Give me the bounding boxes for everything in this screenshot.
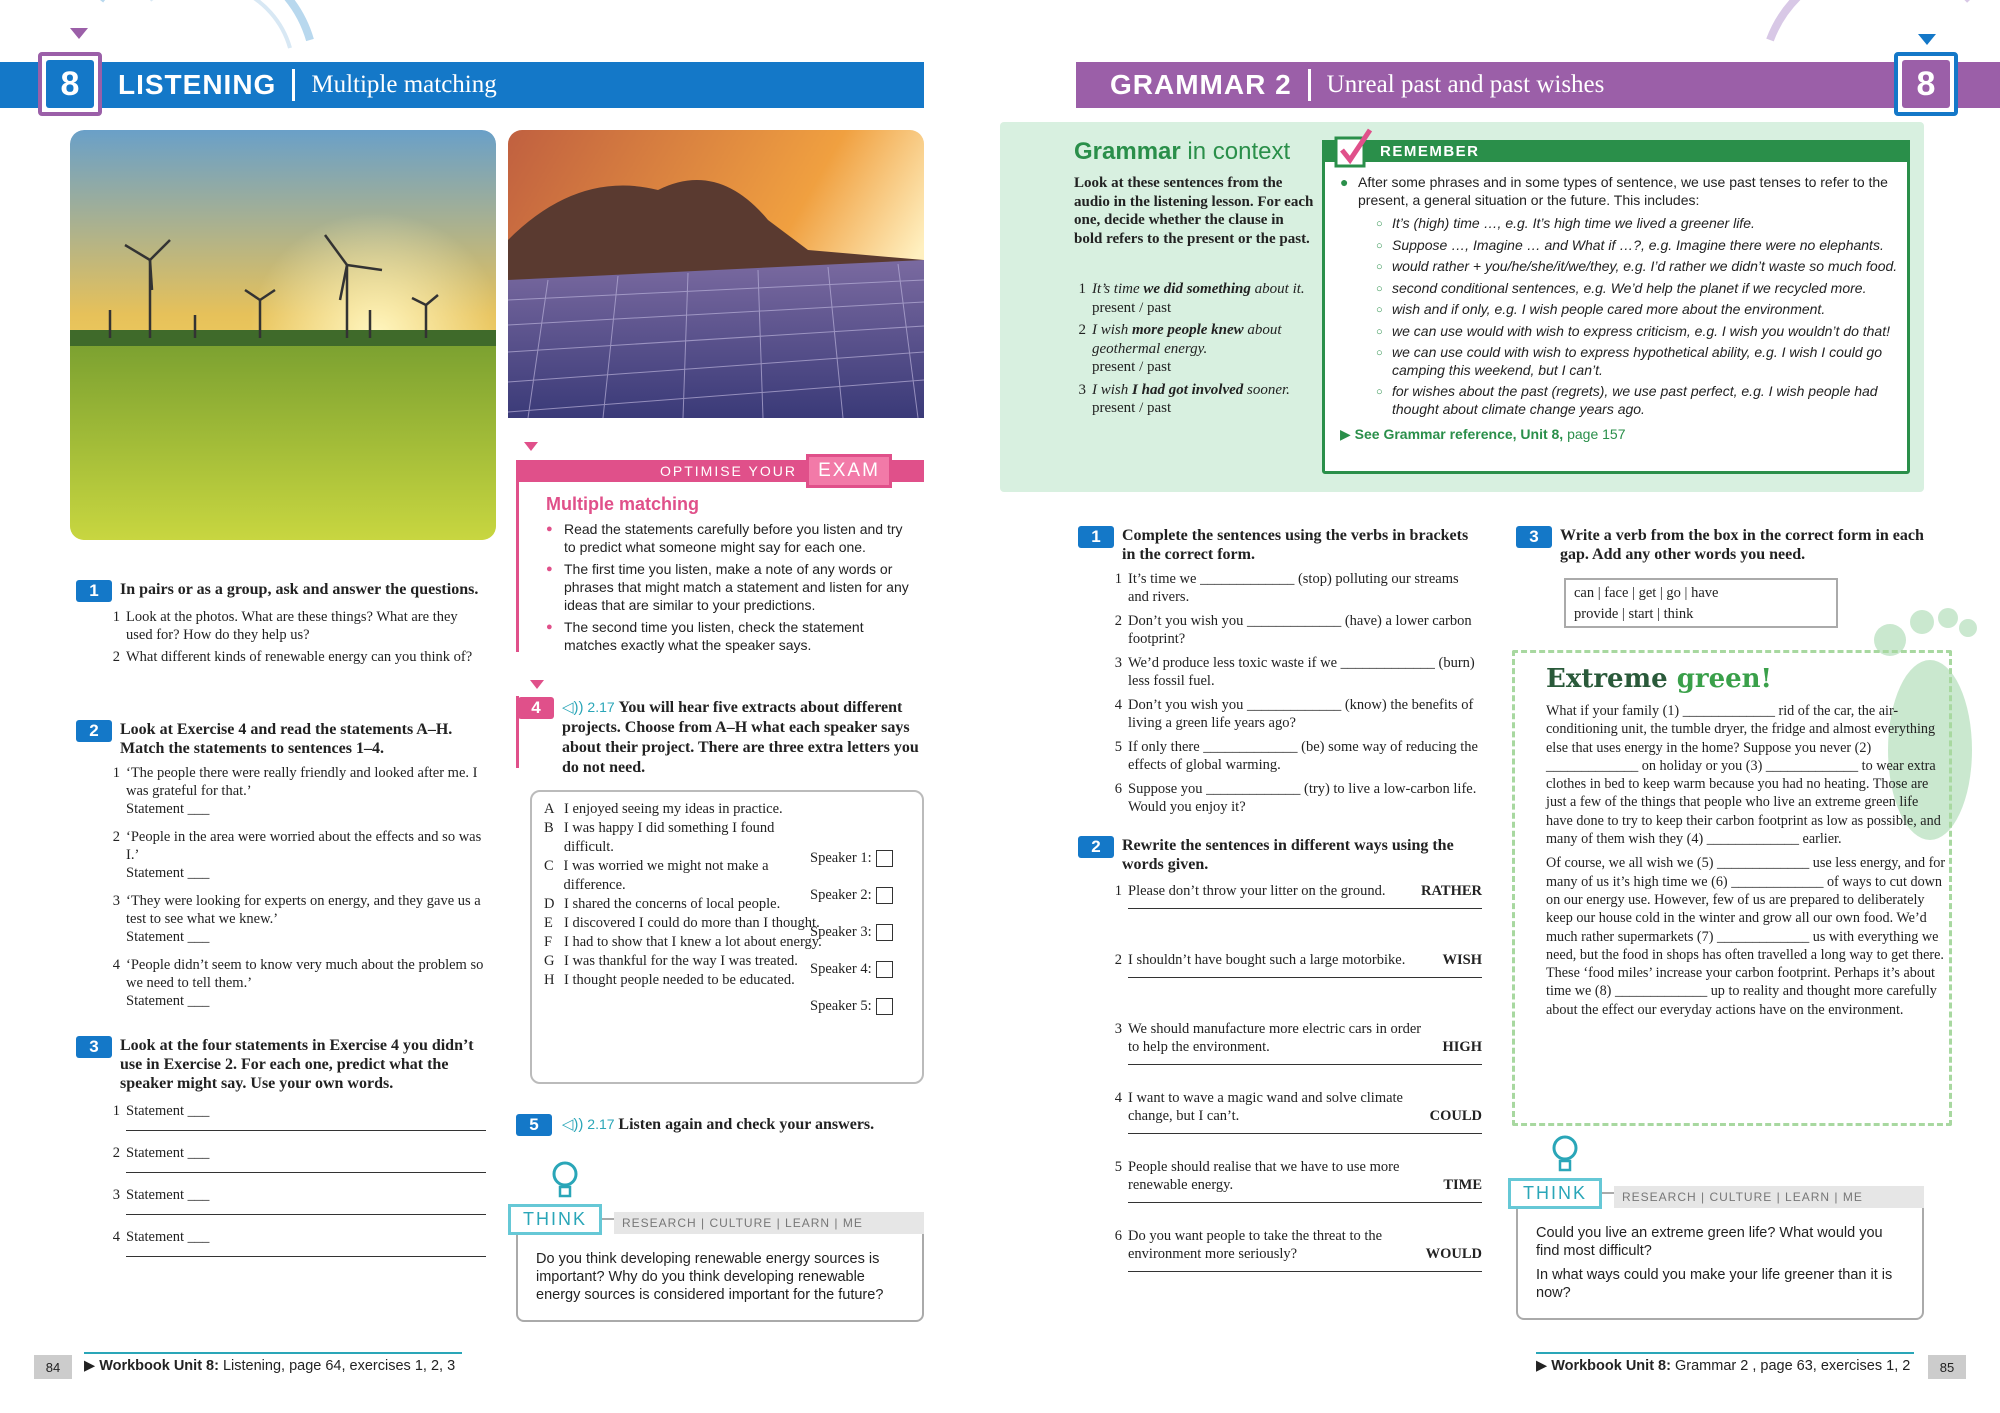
article-text: [1546, 702, 1946, 1019]
gap-sentence[interactable]: If only there _____________ (be) some way of reducing the effects of global warming.: [1128, 739, 1478, 773]
choice[interactable]: present / past: [1092, 359, 1172, 375]
footer-rule: [1536, 1352, 1914, 1354]
gap-sentence[interactable]: It’s time we _____________ (stop) polluting our streams and rivers.: [1128, 571, 1459, 605]
statement: I had to show that I knew a lot about energy.: [564, 934, 822, 950]
optimise-rule: [516, 482, 519, 652]
grammar-exercise-3: [1516, 526, 1926, 564]
statement-blank[interactable]: Statement ___: [126, 1229, 210, 1245]
divider: [292, 69, 295, 101]
marker-triangle: [524, 442, 538, 451]
rule: ○ wish and if only, e.g. I wish people cared more about the environment.: [1376, 301, 1900, 319]
statement: I was happy I did something I found difficult.: [563, 820, 775, 855]
section-title: LISTENING: [118, 69, 277, 100]
exercise-number: 2: [76, 720, 112, 742]
page-number: 85: [1928, 1355, 1966, 1379]
gap-sentence[interactable]: Don’t you wish you _____________ (have) a lower carbon footprint?: [1128, 613, 1472, 647]
rule: ○ we can use would with wish to express criticism, e.g. I wish you wouldn’t do that!: [1376, 323, 1900, 341]
footer-rule: [84, 1352, 462, 1354]
think-categories: RESEARCH | CULTURE | LEARN | ME: [1614, 1186, 1924, 1208]
keyword: RATHER: [1421, 883, 1482, 899]
gic-title: Grammar in context: [1074, 138, 1291, 165]
rule: ○ second conditional sentences, e.g. We’d help the planet if we recycled more.: [1376, 280, 1900, 298]
wind-turbines-photo: [70, 130, 496, 540]
word-box: [1564, 578, 1838, 628]
lightbulb-icon: [1548, 1134, 1582, 1174]
section-subtitle: Unreal past and past wishes: [1326, 71, 1605, 98]
corner-decoration: [90, 0, 320, 50]
answer-line[interactable]: [126, 1205, 486, 1215]
exercise-number: 1: [1078, 526, 1114, 548]
remember-title: REMEMBER: [1380, 143, 1480, 160]
rule: ○ It’s (high) time …, e.g. It’s high time we lived a greener life.: [1376, 215, 1900, 233]
speaker-checkbox[interactable]: [876, 887, 893, 904]
gic-intro: Look at these sentences from the audio in the listening lesson. For each one, decide whether the clause in bold refers to the present or the past.: [1074, 175, 1314, 247]
article-title: Extreme green!: [1546, 664, 1772, 694]
exercise-number: 4: [518, 697, 554, 719]
workbook-reference: ▶ Workbook Unit 8: Listening, page 64, exercises 1, 2, 3: [84, 1358, 456, 1374]
choice[interactable]: present / past: [1092, 299, 1172, 316]
keyword: WISH: [1442, 952, 1482, 968]
exercise-instruction: Look at the four statements in Exercise 4 you didn’t use in Exercise 2. For each one, predict what the speaker might say. Use your own words.: [120, 1037, 474, 1092]
speaker-checkbox[interactable]: [876, 998, 893, 1015]
section-title: GRAMMAR 2: [1110, 69, 1292, 100]
exercise-instruction: You will hear five extracts about different projects. Choose from A–H what each speaker says about their project. There are three extra letters you do not need.: [562, 699, 919, 776]
rule: ○ for wishes about the past (regrets), we use past perfect, e.g. I wish people had thought about climate change years ago.: [1376, 383, 1900, 418]
think-question: Could you live an extreme green life? What would you find most difficult?: [1536, 1225, 1883, 1259]
quote: ‘People didn’t seem to know very much about the problem so we need to tell them.’: [126, 957, 484, 991]
statement: I was thankful for the way I was treated.: [564, 953, 798, 969]
statement-blank[interactable]: Statement ___: [126, 865, 210, 881]
answer-line[interactable]: [1128, 1202, 1482, 1203]
statement: I discovered I could do more than I thought.: [564, 915, 820, 931]
exercise-number: 3: [1516, 526, 1552, 548]
exercise-number: 5: [516, 1114, 552, 1136]
divider: [1308, 69, 1311, 101]
listening-header: [0, 62, 924, 108]
exercise-2: 2 Look at Exercise 4 and read the statements A–H. Match the statements to sentences 1–4. 1 ‘The people there were really friendly and looked after me. I was grateful for that.’ Statement ___ 2 ‘People in the area were worried about the effects and so was I.’ Statement ___ 3 ‘They were looking for experts on energy, and they gave us a test to see what we knew.’ Statement ___ 4 ‘People didn’t seem to know very much about the problem so we need to tell them.’ Statement ___: [76, 720, 486, 1010]
exam-badge: EXAM: [806, 454, 892, 488]
exercise-instruction: Write a verb from the box in the correct form in each gap. Add any other words you need.: [1560, 527, 1924, 563]
statement-blank[interactable]: Statement ___: [126, 1103, 210, 1119]
exercise-4: [518, 697, 924, 778]
word-box-row: can | face | get | go | have: [1574, 585, 1719, 601]
unit-number-badge: 8: [38, 52, 102, 116]
exercise-instruction: Complete the sentences using the verbs in brackets in the correct form.: [1122, 527, 1469, 563]
statement: I was worried we might not make a difference.: [563, 858, 769, 893]
exercise-5: [516, 1114, 924, 1136]
speaker-checkbox[interactable]: [876, 924, 893, 941]
quote: ‘They were looking for experts on energy, and they gave us a test to see what we knew.’: [126, 893, 481, 927]
think-question: Do you think developing renewable energy sources is important? Why do you think developing renewable energy sources is considered important for the future?: [536, 1251, 884, 1303]
exercise-instruction: Listen again and check your answers.: [618, 1116, 875, 1133]
optimise-label: OPTIMISE YOUR: [660, 463, 797, 479]
rule: ○ we can use could with wish to express hypothetical ability, e.g. I wish I could go camping this weekend, but I can’t.: [1376, 344, 1900, 379]
grammar-reference-link[interactable]: ▶ See Grammar reference, Unit 8, page 157: [1340, 426, 1626, 442]
exercise-1: 1 In pairs or as a group, ask and answer the questions. 1 Look at the photos. What are these things? What are they used for? How do they help us? 2 What different kinds of renewable energy can you think of?: [76, 580, 486, 666]
gic-sentences: 1 It’s time we did something about it. present / past 2 I wish more people knew about geothermal energy. present / past 3 I wish I had got involved sooner. present / past: [1074, 276, 1314, 418]
audio-track: 2.17: [587, 1116, 615, 1132]
statement-blank[interactable]: Statement ___: [126, 1187, 210, 1203]
speaker-checkboxes: Speaker 1: Speaker 2: Speaker 3: Speaker 4: Speaker 5:: [810, 848, 916, 1033]
quote: ‘The people there were really friendly and looked after me. I was grateful for that.’: [126, 765, 478, 799]
keyword: HIGH: [1442, 1039, 1482, 1055]
workbook-reference: ▶ Workbook Unit 8: Grammar 2 , page 63, exercises 1, 2: [1536, 1358, 1911, 1374]
section-subtitle: Multiple matching: [311, 71, 497, 98]
statement: I enjoyed seeing my ideas in practice.: [564, 801, 783, 817]
marker-triangle: [70, 28, 88, 39]
keyword: TIME: [1443, 1177, 1482, 1193]
question: Look at the photos. What are these things? What are they used for? How do they help us?: [126, 609, 458, 643]
exercise-instruction: Look at Exercise 4 and read the statements A–H. Match the statements to sentences 1–4.: [120, 721, 453, 757]
audio-icon[interactable]: ◁)): [562, 699, 584, 716]
think-question: In what ways could you make your life greener than it is now?: [1536, 1267, 1893, 1301]
tip: ● The second time you listen, check the statement matches exactly what the speaker says.: [564, 618, 916, 654]
think-tab: THINK: [1508, 1178, 1602, 1209]
answer-line[interactable]: [1128, 1133, 1482, 1134]
think-tab: THINK: [508, 1204, 602, 1235]
remember-content: ● After some phrases and in some types of sentence, we use past tenses to refer to the present, a general situation or the future. This includes: ○ It’s (high) time …, e.g. It’s high time we lived a greener life. ○ Suppose …, Imagine … and What if …?, e.g. Imagine there were no elephants. ○ would rather + you/he/she/it/we/they, e.g. I’d rather we didn’t waste so much food. ○ second conditional sentences, e.g. We’d help the planet if we recycled more. ○ wish and if only, e.g. I wish people cared more about the environment. ○ we can use would with wish to express criticism, e.g. I wish you wouldn’t do that! ○ we can use could with wish to express hypothetical ability, e.g. I wish I could go camping this weekend, but I can’t. ○ for wishes about the past (regrets), we use past perfect, e.g. I wish people had thought about climate change years ago. ▶ See Grammar reference, Unit 8, page 157: [1340, 174, 1900, 444]
keyword: WOULD: [1425, 1246, 1482, 1262]
statement: I thought people needed to be educated.: [564, 972, 795, 988]
gap-sentence[interactable]: We’d produce less toxic waste if we _____________ (burn) less fossil fuel.: [1128, 655, 1475, 689]
lightbulb-icon: [548, 1160, 582, 1200]
statement: I shared the concerns of local people.: [564, 896, 781, 912]
answer-line[interactable]: [1128, 1064, 1482, 1065]
think-questions: [1536, 1224, 1908, 1302]
answer-line[interactable]: [1128, 977, 1482, 978]
speaker-checkbox[interactable]: [876, 961, 893, 978]
keyword: COULD: [1429, 1108, 1482, 1124]
answer-line[interactable]: [1128, 1271, 1482, 1272]
answer-line[interactable]: [126, 1247, 486, 1257]
optimise-title: Multiple matching: [546, 494, 699, 514]
audio-track: 2.17: [587, 699, 615, 715]
grammar-header: [1076, 62, 2000, 108]
answer-line[interactable]: [126, 1121, 486, 1131]
think-categories: RESEARCH | CULTURE | LEARN | ME: [614, 1212, 924, 1234]
tip: ● Read the statements carefully before you listen and try to predict what someone might say for each one.: [564, 520, 916, 556]
marker-triangle: [1918, 34, 1936, 45]
rule: ○ would rather + you/he/she/it/we/they, e.g. I’d rather we didn’t waste so much food.: [1376, 258, 1900, 276]
statement-blank[interactable]: Statement ___: [126, 929, 210, 945]
statement-blank[interactable]: Statement ___: [126, 1145, 210, 1161]
article-paragraph[interactable]: Of course, we all wish we (5) _____________ use less energy, and for many of us it’s high time we (6) _____________ of ways to cut down on our energy use. However, few of us are prepared to deliberately keep our house cold in the winter and grow all our own food. We’d much rather supermarkets (7) _____________ us with everything we need, but the food in shops has often travelled a long way to get there. These ‘food miles’ increase your carbon footprint. Perhaps it’s about time we (8) _____________ up to reality and thought more carefully about the effect our everyday actions have on the environment.: [1546, 855, 1946, 1018]
quote: ‘People in the area were worried about the effects and so was I.’: [126, 829, 482, 863]
exercise-instruction: Rewrite the sentences in different ways using the words given.: [1122, 837, 1454, 873]
solar-panels-photo: [508, 130, 924, 418]
answer-line[interactable]: [126, 1163, 486, 1173]
exercise-number: 3: [76, 1036, 112, 1058]
exercise-number: 2: [1078, 836, 1114, 858]
page-number: 84: [34, 1355, 72, 1379]
statement-list: A I enjoyed seeing my ideas in practice. B I was happy I did something I found difficult. C I was worried we might not make a difference. D I shared the concerns of local people. E I discovered I could do more than I thought. F I had to show that I knew a lot about energy. G I was thankful for the way I was treated. H I thought people needed to be educated.: [544, 800, 824, 990]
gap-sentence[interactable]: Suppose you _____________ (try) to live a low-carbon life. Would you enjoy it?: [1128, 781, 1477, 815]
marker-triangle: [530, 680, 544, 689]
tip: ● The first time you listen, make a note of any words or phrases that might match a statement and listen for any ideas that are similar to your predictions.: [564, 560, 916, 614]
article-paragraph[interactable]: What if your family (1) _____________ rid of the car, the air-conditioning unit, the tumble dryer, the fridge and almost everything else that uses energy in the home? Suppose you never (2) _____________ on holiday or you (3) _____________ to wear extra clothes in bed to keep warm because you had no heating. Those are just a few of the things that people who live an extreme green life have done to try to keep their carbon footprint as low as possible, and many of them wish they (4) _____________ earlier.: [1546, 703, 1941, 848]
exercise-instruction: In pairs or as a group, ask and answer the questions.: [120, 581, 479, 598]
answer-line[interactable]: [1128, 908, 1482, 909]
speaker-checkbox[interactable]: [876, 850, 893, 867]
optimise-tips: [564, 520, 916, 654]
corner-decoration: [1760, 0, 1980, 50]
grammar-exercise-2: 2 Rewrite the sentences in different ways using the words given. 1 Please don’t throw your litter on the ground. RATHER 2 I shouldn’t have bought such a large motorbike. WISH 3 We should manufacture more electric cars in order to help the environment. HIGH 4 I want to wave a magic wand and solve climate change, but I can’t. COULD 5 People should realise that we have to use more renewable energy. TIME 6 Do you want people to take the threat to the environment more seriously? WOULD: [1078, 836, 1482, 1292]
exercise-number: 1: [76, 580, 112, 602]
exercise-3: 3 Look at the four statements in Exercise 4 you didn’t use in Exercise 2. For each one, predict what the speaker might say. Use your own words. 1 Statement ___ 2 Statement ___ 3 Statement ___ 4 Statement ___: [76, 1036, 486, 1257]
choice[interactable]: present / past: [1092, 400, 1172, 416]
unit-number-badge: 8: [1894, 52, 1958, 116]
grammar-exercise-1: 1 Complete the sentences using the verbs in brackets in the correct form. 1 It’s time we _____________ (stop) polluting our streams and rivers. 2 Don’t you wish you _____________ (have) a lower carbon footprint? 3 We’d produce less toxic waste if we _____________ (burn) less fossil fuel. 4 Don’t you wish you _____________ (know) the benefits of living a green life years ago? 5 If only there _____________ (be) some way of reducing the effects of global warming. 6 Suppose you _____________ (try) to live a low-carbon life. Would you enjoy it?: [1078, 526, 1478, 816]
statement-blank[interactable]: Statement ___: [126, 993, 210, 1009]
word-box-row: provide | start | think: [1574, 606, 1694, 622]
rule: ○ Suppose …, Imagine … and What if …?, e.g. Imagine there were no elephants.: [1376, 237, 1900, 255]
statement-blank[interactable]: Statement ___: [126, 801, 210, 817]
question: What different kinds of renewable energy can you think of?: [126, 649, 473, 665]
checkmark-icon: [1334, 128, 1374, 168]
gap-sentence[interactable]: Don’t you wish you _____________ (know) the benefits of living a green life years ago?: [1128, 697, 1474, 731]
audio-icon[interactable]: ◁)): [561, 1116, 584, 1133]
